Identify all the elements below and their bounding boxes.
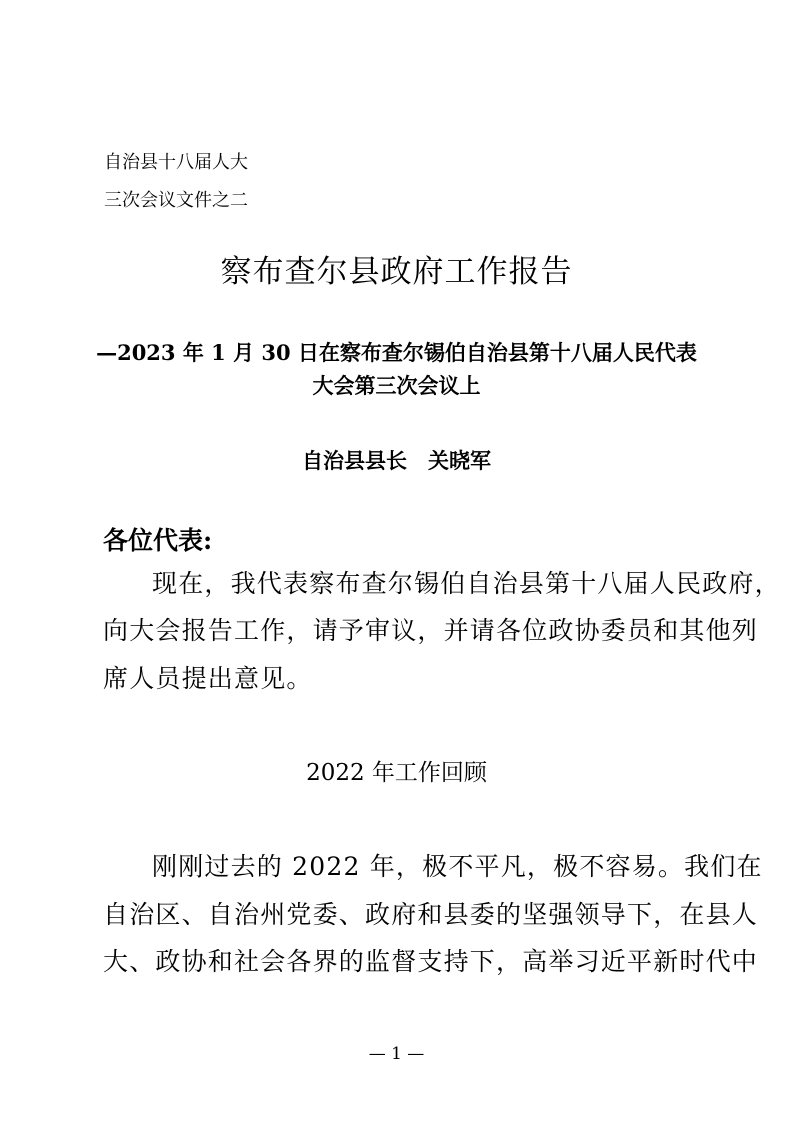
report-subtitle-line2: 大会第三次会议上 (312, 373, 481, 398)
report-title: 察布查尔县政府工作报告 (220, 254, 573, 290)
report-subtitle-line1: —2023 年 1 月 30 日在察布查尔锡伯自治县第十八届人民代表 (96, 340, 697, 365)
intro-paragraph-line2: 向大会报告工作，请予审议，并请各位政协委员和其他列 (103, 616, 759, 645)
review-paragraph-line1: 刚刚过去的 2022 年，极不平凡，极不容易。我们在 (152, 852, 763, 881)
intro-paragraph-line3: 席人员提出意见。 (103, 664, 313, 693)
intro-paragraph-line1: 现在，我代表察布查尔锡伯自治县第十八届人民政府， (152, 569, 781, 598)
report-author: 自治县县长 关晓军 (302, 448, 491, 473)
document-label-line1: 自治县十八届人大 (104, 152, 248, 173)
review-paragraph-line3: 大、政协和社会各界的监督支持下，高举习近平新时代中 (103, 947, 759, 976)
review-paragraph-line2: 自治区、自治州党委、政府和县委的坚强领导下，在县人 (103, 900, 759, 929)
salutation: 各位代表: (103, 526, 213, 555)
page-number: — 1 — (368, 1044, 425, 1064)
section-title: 2022 年工作回顾 (306, 760, 487, 786)
document-label-line2: 三次会议文件之二 (104, 190, 248, 211)
